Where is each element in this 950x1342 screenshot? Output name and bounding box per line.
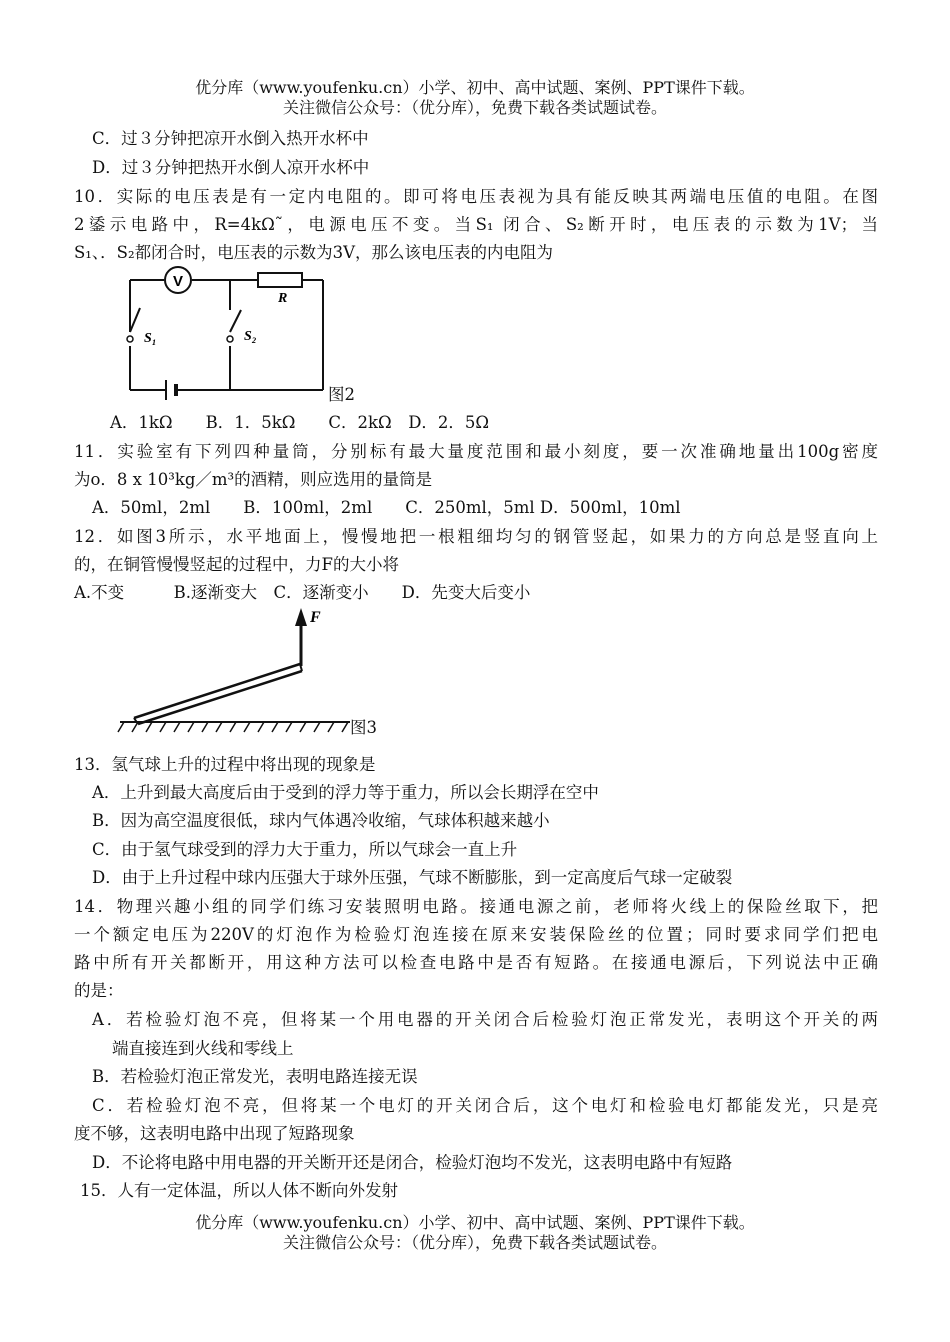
resistor-label: R: [278, 291, 288, 306]
q15-stem: 15．人有一定体温，所以人体不断向外发射: [80, 1181, 398, 1200]
q11-options: A．50ml，2ml B．100ml，2ml C．250ml，5ml D．500ml，10ml: [92, 498, 681, 517]
q10-options: A．1kΩ B．1．5kΩ C．2kΩ D．2．5Ω: [110, 413, 490, 432]
q9-option-c: C．过３分钟把凉开水倒入热开水杯中: [92, 129, 369, 148]
q10-line-3: S₁、．S₂都闭合时，电压表的示数为3V，那么该电压表的内电阻为: [74, 243, 553, 262]
q13-stem: 13．氢气球上升的过程中将出现的现象是: [74, 755, 376, 774]
q14-line-3: 路中所有开关都断开，用这种方法可以检查电路中是否有短路。在接通电源后，下列说法中正确: [74, 953, 878, 972]
q10-line-1: 10．实际的电压表是有一定内电阻的。即可将电压表视为具有能反映其两端电压值的电阻。在图: [74, 187, 878, 206]
header-line-2: 关注微信公众号：（优分库），免费下载各类试题试卷。: [282, 98, 667, 117]
q10-line-2: 2鋈示电路中，R=4kΩ˜，电源电压不变。当S₁ 闭合、S₂断开时，电压表的示数为1V；当: [74, 215, 878, 234]
q13-option-b: B．因为高空温度很低，球内气体遇冷收缩，气球体积越来越小: [92, 811, 550, 830]
q13-option-a: A．上升到最大高度后由于受到的浮力等于重力，所以会长期浮在空中: [92, 783, 599, 802]
figure-3-caption: 图3: [350, 718, 377, 737]
q14-option-b: B．若检验灯泡正常发光，表明电路连接无误: [92, 1067, 418, 1086]
force-arrow-head: [295, 608, 307, 626]
q14-option-a-line-1: A．若检验灯泡不亮，但将某一个用电器的开关闭合后检验灯泡正常发光，表明这个开关的两: [92, 1010, 878, 1029]
voltmeter-label: V: [172, 273, 184, 290]
q11-line-1: 11．实验室有下列四种量筒，分别标有最大量度范围和最小刻度，要一次准确地量出100g密度: [74, 442, 878, 461]
q14-line-4: 的是：: [74, 981, 124, 1000]
force-label: F: [310, 609, 321, 626]
q14-option-c-line-1: C．若检验灯泡不亮，但将某一个电灯的开关闭合后，这个电灯和检验电灯都能发光，只是亮: [92, 1096, 878, 1115]
switch-s1-label: S₁: [144, 331, 157, 346]
q12-options: A.不变 B.逐渐变大 C．逐渐变小 D．先变大后变小: [74, 583, 531, 602]
q9-option-d: D．过３分钟把热开水倒人凉开水杯中: [92, 158, 370, 177]
q13-option-d: D．由于上升过程中球内压强大于球外压强，气球不断膨胀，到一定高度后气球一定破裂: [92, 868, 733, 887]
q14-option-d: D．不论将电路中用电器的开关断开还是闭合，检验灯泡均不发光，这表明电路中有短路: [92, 1153, 733, 1172]
footer-line-1: 优分库（www.youfenku.cn）小学、初中、高中试题、案例、PPT课件下载。: [195, 1213, 755, 1232]
q12-line-1: 12．如图3所示，水平地面上，慢慢地把一根粗细均匀的钢管竖起，如果力的方向总是竖直向上: [74, 527, 878, 546]
q14-option-a-line-2: 端直接连到火线和零线上: [112, 1039, 294, 1058]
switch-s2-label: S₂: [244, 329, 257, 344]
q13-option-c: C．由于氢气球受到的浮力大于重力，所以气球会一直上升: [92, 840, 518, 859]
footer-line-2: 关注微信公众号：（优分库），免费下载各类试题试卷。: [282, 1233, 667, 1252]
q14-option-c-line-2: 度不够，这表明电路中出现了短路现象: [74, 1124, 355, 1143]
figure-2-caption: 图2: [328, 385, 355, 404]
figure-3-steel-pipe: [110, 600, 360, 740]
q14-line-1: 14．物理兴趣小组的同学们练习安装照明电路。接通电源之前，老师将火线上的保险丝取下，把: [74, 897, 878, 916]
header-line-1: 优分库（www.youfenku.cn）小学、初中、高中试题、案例、PPT课件下载。: [195, 78, 755, 97]
q14-line-2: 一个额定电压为220V的灯泡作为检验灯泡连接在原来安装保险丝的位置；同时要求同学们把电: [74, 925, 878, 944]
q12-line-2: 的，在铜管慢慢竖起的过程中，力F的大小将: [74, 555, 399, 574]
q11-line-2: 为o．8 x 10³kg／m³的酒精，则应选用的量筒是: [74, 470, 433, 489]
figure-2-circuit: [110, 262, 340, 402]
